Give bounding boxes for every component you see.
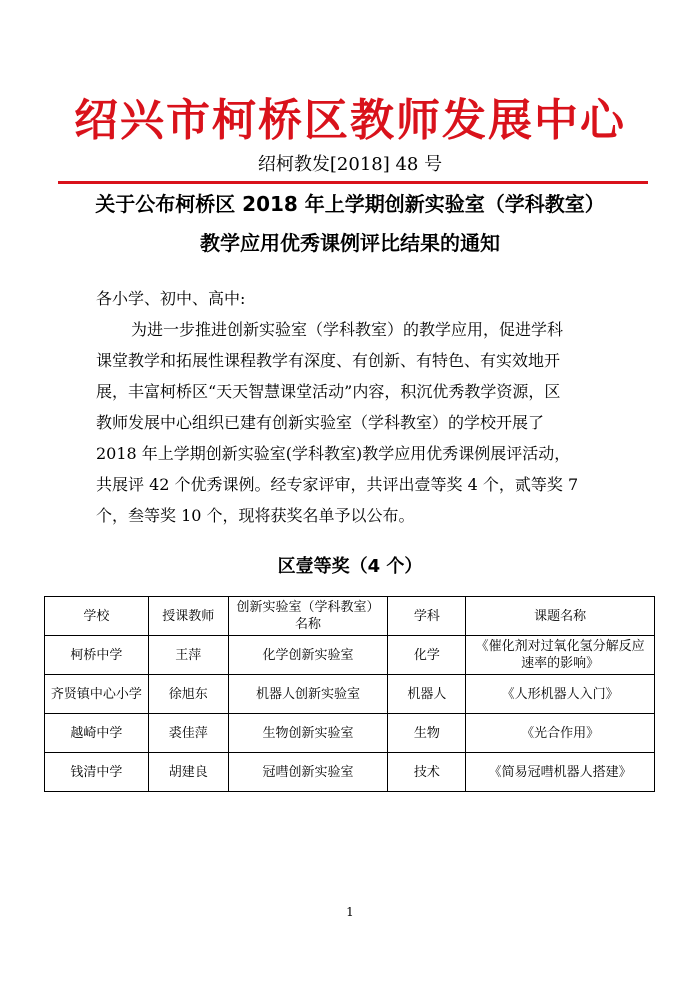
awards-table [44,596,655,792]
org-title: 绍兴市柯桥区教师发展中心 [74,95,626,146]
cell-teacher: 胡建良 [148,753,228,792]
cell-lesson-title: 《催化剂对过氧化氢分解反应速率的影响》 [466,636,655,675]
cell-lab-name: 化学创新实验室 [228,636,388,675]
cell-lab-name: 冠嘒创新实验室 [228,753,388,792]
salutation: 各小学、初中、高中: [96,289,246,308]
document-number: 绍柯教发[2018] 48 号 [257,154,443,175]
body-paragraph-line: 展，丰富柯桥区“天天智慧课堂活动”内容，积沉优秀教学资源，区 [96,382,561,401]
notice-title-line1: 关于公布柯桥区 2018 年上学期创新实验室（学科教室） [95,192,605,216]
body-paragraph-line: 课堂教学和拓展性课程教学有深度、有创新、有特色、有实效地开 [96,351,561,370]
body-paragraph-line: 教师发展中心组织已建有创新实验室（学科教室）的学校开展了 [96,413,545,432]
column-header-school: 学校 [45,597,149,636]
table-row [45,753,655,792]
cell-teacher: 裘佳萍 [148,714,228,753]
table-row [45,636,655,675]
table-row [45,714,655,753]
cell-lab-name: 机器人创新实验室 [228,675,388,714]
cell-school: 越崎中学 [45,714,149,753]
cell-subject: 机器人 [388,675,466,714]
body-paragraph-line: 为进一步推进创新实验室（学科教室）的教学应用，促进学科 [131,320,564,339]
table-row [45,675,655,714]
cell-subject: 技术 [388,753,466,792]
cell-lab-name: 生物创新实验室 [228,714,388,753]
column-header-lesson-title: 课题名称 [466,597,655,636]
cell-school: 齐贤镇中心小学 [45,675,149,714]
page-number: 1 [346,905,354,919]
column-header-subject: 学科 [388,597,466,636]
column-header-teacher: 授课教师 [148,597,228,636]
cell-subject: 生物 [388,714,466,753]
body-paragraph-line: 个，叁等奖 10 个，现将获奖名单予以公布。 [96,506,415,525]
body-paragraph-line: 共展评 42 个优秀课例。经专家评审，共评出壹等奖 4 个，贰等奖 7 [96,475,579,494]
cell-lesson-title: 《光合作用》 [466,714,655,753]
cell-school: 钱清中学 [45,753,149,792]
notice-title-line2: 教学应用优秀课例评比结果的通知 [200,231,500,255]
cell-teacher: 王萍 [148,636,228,675]
cell-teacher: 徐旭东 [148,675,228,714]
cell-school: 柯桥中学 [45,636,149,675]
cell-subject: 化学 [388,636,466,675]
body-paragraph-line: 2018 年上学期创新实验室(学科教室)教学应用优秀课例展评活动， [96,444,571,463]
red-divider [58,181,648,184]
award-section-heading: 区壹等奖（4 个） [277,556,423,577]
cell-lesson-title: 《简易冠嘒机器人搭建》 [466,753,655,792]
column-header-lab-name: 创新实验室（学科教室）名称 [228,597,388,636]
table-header-row [45,597,655,636]
cell-lesson-title: 《人形机器人入门》 [466,675,655,714]
